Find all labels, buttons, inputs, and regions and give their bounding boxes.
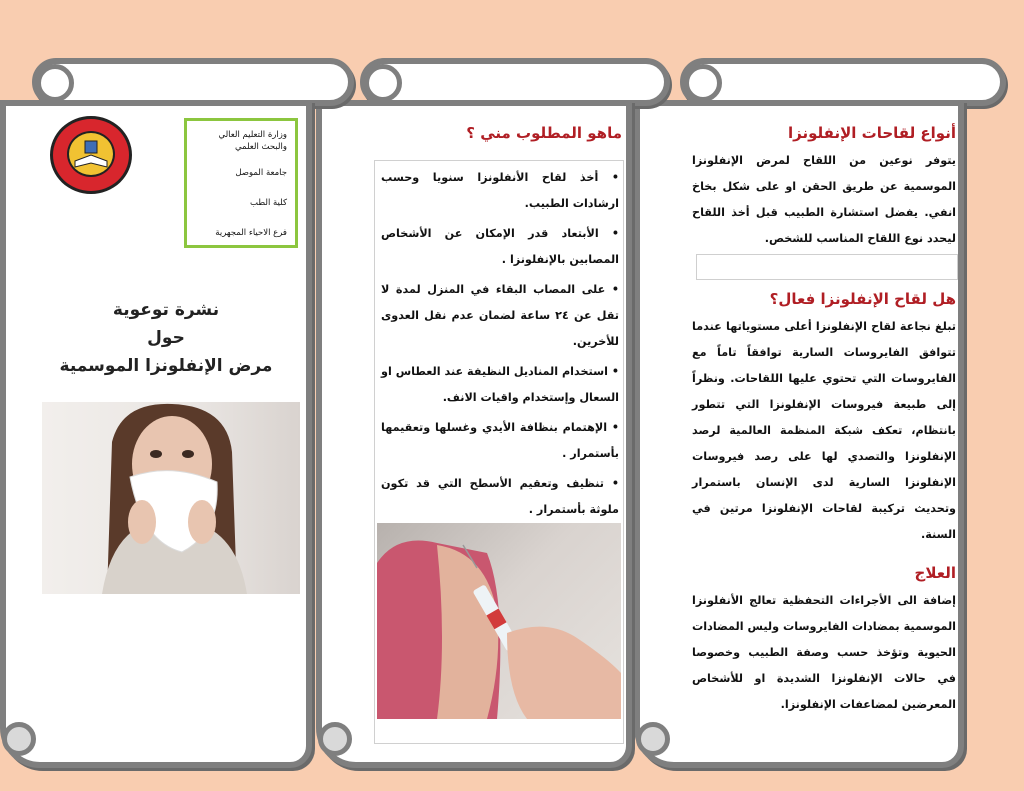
institution-line: فرع الاحياء المجهرية — [215, 228, 287, 238]
middle-content-box — [374, 160, 624, 744]
bullet-item: • استخدام المناديل النظيفة عند العطاس او السعال وإستخدام واقيات الانف. — [381, 365, 619, 404]
section-vaccine-types-title: أنواع لقاحات الإنفلونزا — [788, 124, 956, 142]
leaflet-title-line: نشرة توعوية — [112, 300, 220, 320]
section-effectiveness-text: تبلغ نجاعة لقاح الإنفلونزا أعلى مستوياتها عندما تتوافق الفايروسات السارية توافقاً تاماً مع الفايروسات التي تحتوي عليها اللقاحات. ونظراً إلى طبيعة فيروسات الإنفلونزا التي تتطور بانتظام، تعكف شبكة المنظمة العالمية لرصد الإنفلونزا والتصدي لها على رصد فيروسات الإنفلونزا السارية لدى الإنسان باستمرار وتحديث تركيبة لقاحات الإنفلونزا مرتين في السنة. — [692, 320, 956, 541]
institution-line: وزارة التعليم العالي — [218, 130, 287, 140]
institution-box — [184, 118, 298, 248]
section-vaccine-types-text: يتوفر نوعين من اللقاح لمرض الإنفلونزا الموسمية عن طريق الحقن او على شكل بخاخ انفي. يفضل استشارة الطبيب قبل أخذ اللقاح ليحدد نوع اللقاح المناسب للشخص. — [692, 154, 956, 245]
divider-box — [696, 254, 958, 280]
section-treatment-title: العلاج — [914, 564, 956, 582]
leaflet-title-line: حول — [147, 328, 185, 348]
right-scroll-curl — [684, 64, 722, 102]
left-scroll-bottom-curl — [2, 722, 36, 756]
bullet-item: • على المصاب البقاء في المنزل لمدة لا تقل عن ٢٤ ساعة لضمان عدم نقل العدوى للأخرين. — [381, 283, 619, 348]
section-treatment-text: إضافة الى الأجراءات التحفظية تعالج الأنفلونزا الموسمية بمضادات الفايروسات وليس المضادات الحيوية وتؤخذ حسب وصفة الطبيب وخصوصا في حالات الإنفلونزا الشديدة او للأشخاص المعرضين لمضاعفات الإنفلونزا. — [692, 594, 956, 711]
middle-title: ماهو المطلوب مني ؟ — [466, 124, 622, 142]
middle-scroll-curl — [364, 64, 402, 102]
left-scroll-curl — [36, 64, 74, 102]
institution-line: والبحث العلمي — [234, 142, 287, 152]
section-effectiveness-title: هل لقاح الإنفلونزا فعال؟ — [769, 290, 956, 308]
middle-scroll-bottom-curl — [318, 722, 352, 756]
left-scroll-top — [32, 58, 354, 106]
bullet-item: • الأبتعاد قدر الإمكان عن الأشخاص المصابين بالإنفلونزا . — [381, 227, 619, 266]
middle-scroll-top — [360, 58, 670, 106]
bullet-item: • تنظيف وتعقيم الأسطح التي قد تكون ملوثة بأستمرار . — [381, 477, 619, 516]
sneezing-woman-photo — [42, 402, 300, 594]
right-scroll-bottom-curl — [636, 722, 670, 756]
leaflet-title-line: مرض الإنفلونزا الموسمية — [59, 356, 273, 376]
university-logo — [50, 116, 132, 194]
bullet-item: • الإهتمام بنظافة الأيدي وغسلها وتعقيمها بأستمرار . — [381, 421, 619, 460]
bullet-item: • أخذ لقاح الأنفلونزا سنويا وحسب ارشادات الطبيب. — [381, 171, 619, 210]
left-panel — [0, 100, 312, 768]
right-scroll-top — [680, 58, 1006, 106]
logo-inner-icon — [67, 131, 115, 177]
vaccination-photo — [377, 523, 621, 719]
institution-line: جامعة الموصل — [235, 168, 287, 178]
middle-panel — [316, 100, 632, 768]
right-panel — [634, 100, 964, 768]
institution-line: كلية الطب — [250, 198, 287, 208]
